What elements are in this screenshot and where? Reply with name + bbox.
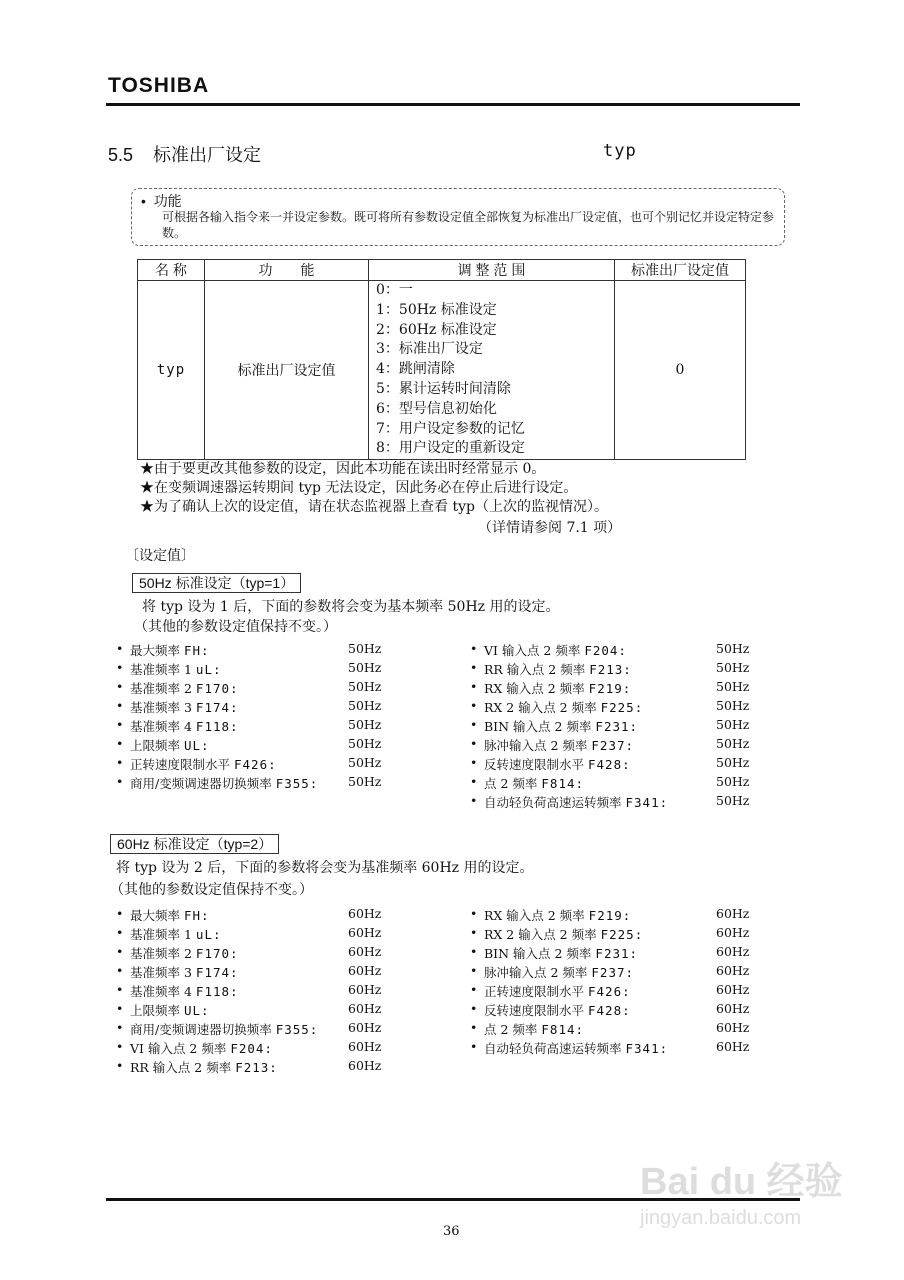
item-code: F225: xyxy=(600,700,644,715)
item-label: VI 输入点 2 频率 xyxy=(130,1041,227,1056)
header-function: 功 能 xyxy=(205,260,369,281)
item-label: 商用/变频调速器切换频率 xyxy=(130,1022,272,1037)
header-name: 名 称 xyxy=(138,260,205,281)
item-label: 反转速度限制水平 xyxy=(484,757,585,772)
item-value: 60Hz xyxy=(716,1039,750,1054)
item-code: F237: xyxy=(591,738,635,753)
header-default: 标准出厂设定值 xyxy=(615,260,746,281)
item-label: RR 输入点 2 频率 xyxy=(484,662,586,677)
item-value: 60Hz xyxy=(348,925,382,940)
item-label: 基准频率 2 xyxy=(130,681,192,696)
note: ★由于要更改其他参数的设定，因此本功能在读出时经常显示 0。 xyxy=(140,461,546,477)
table-row xyxy=(138,281,746,460)
note: ★在变频调速器运转期间 typ 无法设定，因此务必在停止后进行设定。 xyxy=(140,480,578,496)
item-value: 60Hz xyxy=(716,944,750,959)
item-value: 50Hz xyxy=(348,717,382,732)
item-code: UL: xyxy=(184,738,210,753)
item-code: FH: xyxy=(184,643,210,658)
item-value: 60Hz xyxy=(716,1020,750,1035)
item-label: 上限频率 xyxy=(130,1003,181,1018)
list-50hz-left: • 最大频率 FH: 50Hz • 基准频率 1 uL: 50Hz • 基准频率 2 F170: 50Hz • 基准频率 3 F174: 50Hz • 基准频率 4 F118: 50Hz • 上限频率 UL: 50Hz • 正转速度限制水平 F426: 50Hz • 商用/变频调速器切换频率 F355: 50Hz xyxy=(116,641,382,791)
range-option: 5：累计运转时间清除 xyxy=(376,380,511,397)
item-value: 50Hz xyxy=(348,755,382,770)
item-code: F341: xyxy=(625,1041,669,1056)
item-code: uL: xyxy=(195,662,222,677)
item-code: F341: xyxy=(625,795,669,810)
item-code: F174: xyxy=(195,965,239,980)
item-value: 60Hz xyxy=(716,963,750,978)
item-value: 50Hz xyxy=(716,736,750,751)
item-label: 脉冲输入点 2 频率 xyxy=(484,965,588,980)
list-60hz-right: • RX 输入点 2 频率 F219: 60Hz • RX 2 输入点 2 频率 F225: 60Hz • BIN 输入点 2 频率 F231: 60Hz • 脉冲输入点 2 频率 F237: 60Hz • 正转速度限制水平 F426: 60Hz • 反转速度限制水平 F428: 60Hz • 点 2 频率 F814: 60Hz • 自动轻负荷高速运转频率 F341: 60Hz xyxy=(470,906,750,1056)
item-value: 60Hz xyxy=(716,925,750,940)
item-label: 基准频率 1 xyxy=(130,662,192,677)
item-code: F237: xyxy=(591,965,635,980)
cell-name: typ xyxy=(138,281,205,460)
item-code: F225: xyxy=(600,927,644,942)
item-value: 50Hz xyxy=(716,717,750,732)
item-code: F170: xyxy=(195,681,239,696)
item-label: RX 2 输入点 2 频率 xyxy=(484,927,597,942)
range-option: 0：一 xyxy=(376,282,413,298)
item-value: 60Hz xyxy=(716,982,750,997)
item-code: F204: xyxy=(230,1041,273,1056)
section-60hz-intro: 将 typ 设为 2 后，下面的参数将会变为基准频率 60Hz 用的设定。 xyxy=(116,860,534,876)
function-heading-text: 功能 xyxy=(153,193,182,209)
item-label: 自动轻负荷高速运转频率 xyxy=(484,1041,622,1056)
item-label: 脉冲输入点 2 频率 xyxy=(484,738,588,753)
range-option: 6：型号信息初始化 xyxy=(376,400,497,417)
item-code: F213: xyxy=(235,1060,278,1075)
item-code: UL: xyxy=(184,1003,210,1018)
item-value: 60Hz xyxy=(348,1020,382,1035)
section-60hz-note: （其他的参数设定值保持不变。） xyxy=(110,882,313,898)
item-value: 60Hz xyxy=(348,963,382,978)
range-option: 4：跳闸清除 xyxy=(376,361,455,378)
item-value: 50Hz xyxy=(716,641,750,656)
list-50hz-right: • VI 输入点 2 频率 F204: 50Hz • RR 输入点 2 频率 F213: 50Hz • RX 输入点 2 频率 F219: 50Hz • RX 2 输入点 2 频率 F225: 50Hz • BIN 输入点 2 频率 F231: 50Hz • 脉冲输入点 2 频率 F237: 50Hz • 反转速度限制水平 F428: 50Hz • 点 2 频率 F814: 50Hz • 自动轻负荷高速运转频率 F341: 50Hz xyxy=(470,641,750,810)
function-description: 可根据各输入指令来一并设定参数。既可将所有参数设定值全部恢复为标准出厂设定值，也可个别记忆并设定特定参数。 xyxy=(162,210,775,240)
list-60hz-left: • 最大频率 FH: 60Hz • 基准频率 1 uL: 60Hz • 基准频率 2 F170: 60Hz • 基准频率 3 F174: 60Hz • 基准频率 4 F118: 60Hz • 上限频率 UL: 60Hz • 商用/变频调速器切换频率 F355: 60Hz • VI 输入点 2 频率 F204: 60Hz • RR 输入点 2 频率 F213: 60Hz xyxy=(116,906,382,1075)
section-50hz-title-box xyxy=(132,573,301,593)
item-label: 基准频率 4 xyxy=(130,984,192,999)
range-option: 2：60Hz 标准设定 xyxy=(376,321,497,338)
item-code: F219: xyxy=(588,908,632,923)
notes xyxy=(140,460,608,517)
item-code: F814: xyxy=(541,1022,585,1037)
item-label: BIN 输入点 2 频率 xyxy=(484,719,592,734)
cell-function: 标准出厂设定值 xyxy=(205,281,369,460)
item-value: 50Hz xyxy=(348,774,382,789)
setting-values-label: 〔设定值〕 xyxy=(125,547,195,563)
item-value: 60Hz xyxy=(348,982,382,997)
item-value: 60Hz xyxy=(348,944,382,959)
item-label: 最大频率 xyxy=(130,643,181,658)
watermark-url: jingyan.baidu.com xyxy=(640,1207,802,1229)
item-code: F355: xyxy=(275,776,319,791)
cell-range xyxy=(369,281,615,460)
item-label: RX 2 输入点 2 频率 xyxy=(484,700,597,715)
item-code: F428: xyxy=(588,757,631,772)
item-value: 50Hz xyxy=(716,774,750,789)
item-code: F426: xyxy=(588,984,631,999)
header-range: 调 整 范 围 xyxy=(369,260,615,281)
item-value: 50Hz xyxy=(716,793,750,808)
item-label: BIN 输入点 2 频率 xyxy=(484,946,592,961)
item-label: 点 2 频率 xyxy=(484,1022,538,1037)
item-value: 50Hz xyxy=(348,660,382,675)
item-code: F231: xyxy=(595,946,639,961)
item-code: F231: xyxy=(595,719,639,734)
item-value: 60Hz xyxy=(716,1001,750,1016)
item-value: 60Hz xyxy=(348,1058,382,1073)
section-code: typ xyxy=(603,141,637,161)
item-label: 自动轻负荷高速运转频率 xyxy=(484,795,622,810)
range-option: 3：标准出厂设定 xyxy=(376,341,483,358)
item-code: F118: xyxy=(195,719,239,734)
item-code: F174: xyxy=(195,700,239,715)
item-code: F170: xyxy=(195,946,239,961)
range-option: 7：用户设定参数的记忆 xyxy=(376,420,525,437)
item-label: 基准频率 1 xyxy=(130,927,192,942)
item-value: 60Hz xyxy=(348,1039,382,1054)
item-label: 基准频率 3 xyxy=(130,965,192,980)
item-label: 点 2 频率 xyxy=(484,776,538,791)
section-50hz-intro: 将 typ 设为 1 后，下面的参数将会变为基本频率 50Hz 用的设定。 xyxy=(142,599,560,615)
item-value: 50Hz xyxy=(348,679,382,694)
section-title xyxy=(108,141,261,167)
item-label: 基准频率 2 xyxy=(130,946,192,961)
item-value: 50Hz xyxy=(716,755,750,770)
section-50hz-title: 50Hz 标准设定（typ=1） xyxy=(132,573,301,593)
section-title-text: 标准出厂设定 xyxy=(153,145,262,165)
item-label: 正转速度限制水平 xyxy=(484,984,585,999)
item-label: 正转速度限制水平 xyxy=(130,757,231,772)
section-60hz-title-box xyxy=(110,834,279,854)
header-rule xyxy=(106,103,800,106)
item-code: F814: xyxy=(541,776,585,791)
item-code: F426: xyxy=(234,757,277,772)
item-code: F355: xyxy=(275,1022,319,1037)
item-label: RX 输入点 2 频率 xyxy=(484,908,585,923)
item-label: 基准频率 3 xyxy=(130,700,192,715)
item-label: 基准频率 4 xyxy=(130,719,192,734)
watermark-logo: Bai du 经验 xyxy=(640,1161,843,1203)
item-value: 60Hz xyxy=(348,906,382,921)
cell-default: 0 xyxy=(615,281,746,460)
function-heading xyxy=(141,191,182,211)
item-code: F213: xyxy=(589,662,632,677)
item-label: 商用/变频调速器切换频率 xyxy=(130,776,272,791)
section-60hz-title: 60Hz 标准设定（typ=2） xyxy=(110,834,279,854)
item-label: RR 输入点 2 频率 xyxy=(130,1060,232,1075)
baidu-watermark xyxy=(640,1150,843,1230)
item-label: RX 输入点 2 频率 xyxy=(484,681,585,696)
item-label: 反转速度限制水平 xyxy=(484,1003,585,1018)
item-label: 最大频率 xyxy=(130,908,181,923)
item-code: uL: xyxy=(195,927,222,942)
page-number: 36 xyxy=(443,1224,460,1239)
spec-table xyxy=(137,259,746,460)
item-value: 50Hz xyxy=(716,698,750,713)
item-code: F219: xyxy=(588,681,632,696)
item-label: 上限频率 xyxy=(130,738,181,753)
section-number: 5.5 xyxy=(108,145,134,165)
item-label: VI 输入点 2 频率 xyxy=(484,643,581,658)
item-code: F428: xyxy=(588,1003,631,1018)
item-value: 60Hz xyxy=(348,1001,382,1016)
item-value: 50Hz xyxy=(716,679,750,694)
bullet-icon: • xyxy=(141,193,146,209)
item-code: F204: xyxy=(584,643,627,658)
range-option: 8：用户设定的重新设定 xyxy=(376,440,525,457)
table-header-row xyxy=(138,260,746,281)
section-50hz-note: （其他的参数设定值保持不变。） xyxy=(134,619,337,635)
item-value: 50Hz xyxy=(348,698,382,713)
item-value: 50Hz xyxy=(348,641,382,656)
item-code: F118: xyxy=(195,984,239,999)
item-code: FH: xyxy=(184,908,210,923)
item-value: 50Hz xyxy=(348,736,382,751)
item-value: 50Hz xyxy=(716,660,750,675)
item-value: 60Hz xyxy=(716,906,750,921)
brand-logo: TOSHIBA xyxy=(108,74,210,97)
reference-note: （详情请参阅 7.1 项） xyxy=(478,520,622,536)
note: ★为了确认上次的设定值，请在状态监视器上查看 typ（上次的监视情况）。 xyxy=(140,499,608,515)
range-option: 1：50Hz 标准设定 xyxy=(376,301,497,318)
